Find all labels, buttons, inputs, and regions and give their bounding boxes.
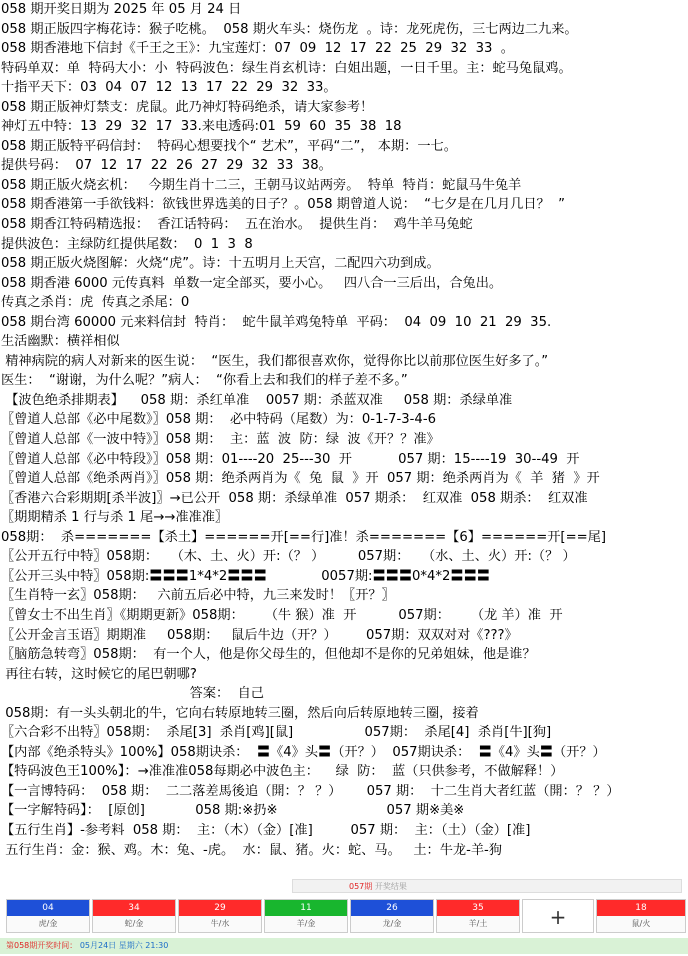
text-line: 058 期正版神灯禁支：虎鼠。此乃神灯特码绝杀，请大家参考！ xyxy=(1,99,374,115)
ball-zodiac: 羊/土 xyxy=(437,916,519,932)
text-line: 058 期正版火烧玄机： 今期生肖十二三，王朝马议站两旁。 特单 特肖：蛇鼠马牛兔羊 xyxy=(1,177,522,193)
text-line: 十指平天下：03 04 07 12 13 17 22 29 32 33。 xyxy=(1,80,337,96)
text-line: 【五行生肖】-参考料 058 期： 主：（木）（金）[准] 057 期： 主：（土）（金）[准] xyxy=(1,822,531,838)
text-line: 〖曾道人总部《一波中特》〗058 期： 主：蓝 波 防：绿 波《开？？准》 xyxy=(1,432,440,448)
text-line: 〖脑筋急转弯〗058期： 有一个人，他是你父母生的，但他却不是你的兄弟姐妹，他是谁？ xyxy=(1,647,536,663)
text-line: 〖曾道人总部《必中特段》〗058 期：01----20 25---30 开 057 期：15----19 30--49 开 xyxy=(1,451,580,467)
text-line: 058 期正版火烧图解：火烧“虎”。诗：十五明月上天宫，二配四六功到成。 xyxy=(1,256,440,272)
result-ball-6 xyxy=(436,899,520,933)
result-ball-1 xyxy=(6,899,90,933)
text-line: 〖曾女士不出生肖〗《期期更新》058期： （牛 猴）准 开 057期： （龙 羊）准 开 xyxy=(1,607,563,623)
text-line: 〖六合彩不出特〗058期： 杀尾[3] 杀肖[鸡][鼠] 057期： 杀尾[4] 杀肖[牛][狗] xyxy=(1,725,552,741)
text-line: 〖香港六合彩期期[杀半波]〗→已公开 058 期：杀绿单准 057 期杀： 红双准 058 期杀： 红双准 xyxy=(1,490,588,506)
text-line: 【一字解特码】： [原创] 058 期:※扔※ 057 期※美※ xyxy=(1,803,465,819)
text-line: 058期： 杀=======【杀土】======开[==行]准！杀=======【6】======开[==尾] xyxy=(1,529,607,545)
text-line: 【一言博特码： 058 期： 二二落差馬後追（開：？ ？） 057 期： 十二生肖大者红蓝（開：？ ？） xyxy=(1,783,620,799)
text-line: 〖曾道人总部《必中尾数》〗058 期： 必中特码（尾数）为：0-1-7-3-4-6 xyxy=(1,412,436,428)
result-ball-4 xyxy=(264,899,348,933)
result-balls xyxy=(6,899,686,933)
ball-zodiac: 龙/金 xyxy=(351,916,433,932)
text-line: 特码单双：单 特码大小：小 特码波色：绿生肖玄机诗：白姐出题，一日千里。主：蛇马兔鼠鸡。 xyxy=(1,60,572,76)
ball-number: 04 xyxy=(7,900,89,916)
ball-number: 26 xyxy=(351,900,433,916)
text-line: 答案： 自己 xyxy=(1,686,264,702)
text-line: 【内部《绝杀特头》100%】058期诀杀： 〓《4》头〓（开？） 057期诀杀： 〓《4》头〓（开？） xyxy=(1,744,606,760)
ball-zodiac: 蛇/金 xyxy=(93,916,175,932)
result-title xyxy=(292,879,682,893)
result-ball-5 xyxy=(350,899,434,933)
text-line: 〖生肖特一玄〗058期： 六前五后必中特，九三来发时！〖开？〗 xyxy=(1,588,395,604)
ball-number: 35 xyxy=(437,900,519,916)
ball-zodiac: 牛/水 xyxy=(179,916,261,932)
text-line: 〖公开金言玉语〗期期准 058期： 鼠后牛边（开？） 057期：双双对对《???》 xyxy=(1,627,518,643)
plus-sign: + xyxy=(522,899,594,933)
text-line: 提供号码： 07 12 17 22 26 27 29 32 33 38。 xyxy=(1,158,332,174)
text-line: 神灯五中特：13 29 32 17 33.来电透码:01 59 60 35 38 18 xyxy=(1,119,402,135)
result-title-period: 057期 xyxy=(349,882,373,891)
text-line: 〖公开五行中特〗058期： （木、土、火）开:（？ ） 057期： （水、土、火）开:（？ ） xyxy=(1,549,576,565)
ball-zodiac: 鼠/火 xyxy=(597,916,685,932)
text-line: 058 期正版四字梅花诗：猴子吃桃。 058 期火车头：烧伤龙 。诗：龙死虎伤，三七两边二九来。 xyxy=(1,21,578,37)
text-line: 058 期香港 6000 元传真料 单数一定全部买，要小心。 四八合一三后出，合兔出。 xyxy=(1,275,503,291)
text-line: 【波色绝杀排期表】 058 期：杀红单准 0057 期：杀蓝双准 058 期：杀绿单准 xyxy=(1,392,513,408)
text-line: 〖曾道人总部《绝杀两肖》〗058 期：绝杀两肖为《 兔 鼠 》开 057 期：绝杀两肖为《 羊 猪 》开 xyxy=(1,471,600,487)
result-special-ball xyxy=(596,899,686,933)
text-line: 【特码波色王100%】：→准准准058每期必中波色主： 绿 防： 蓝（只供参考，不做解释！） xyxy=(1,764,564,780)
text-line: 提供波色：主绿防红提供尾数： 0 1 3 8 xyxy=(1,236,253,252)
text-line: 传真之杀肖：虎 传真之杀尾：0 xyxy=(1,295,190,311)
lottery-result-panel xyxy=(0,876,688,956)
text-line: 058 期香江特码精选报： 香江话特码： 五在治水。 提供生肖： 鸡牛羊马兔蛇 xyxy=(1,217,473,233)
result-footer xyxy=(0,938,688,954)
text-line: 医生： “谢谢，为什么呢？”病人： “你看上去和我们的样子差不多。” xyxy=(1,373,408,389)
text-line: 058 期台湾 60000 元来料信封 特肖： 蛇牛鼠羊鸡兔特单 平码： 04 09 10 21 29 35. xyxy=(1,314,552,330)
text-line: 精神病院的病人对新来的医生说： “医生，我们都很喜欢你，觉得你比以前那位医生好多了。” xyxy=(1,353,549,369)
text-line: 058 期香港地下信封《千王之王》：九宝莲灯：07 09 12 17 22 25 29 32 33 。 xyxy=(1,41,514,57)
ball-zodiac: 虎/金 xyxy=(7,916,89,932)
text-line: 058 期开奖日期为 2025 年 05 月 24 日 xyxy=(1,2,242,17)
text-line: 058期：有一头头朝北的牛，它向右转原地转三圈，然后向后转原地转三圈，接着 xyxy=(1,705,479,721)
text-line: 生活幽默：横祥相似 xyxy=(1,334,120,350)
ball-number: 11 xyxy=(265,900,347,916)
text-line: 再往右转，这时候它的尾巴朝哪? xyxy=(1,666,197,682)
text-line: 〖公开三头中特〗058期:〓〓〓1*4*2〓〓〓 0057期:〓〓〓0*4*2〓〓〓 xyxy=(1,568,490,584)
text-line: 058 期香港第一手欲钱料：欲钱世界选美的日子？。058 期曾道人说： “七夕是在几月几日？ ” xyxy=(1,197,565,213)
text-line: 058 期正版特平码信封： 特码心想要找个“ 艺术”，平码“二”， 本期：一七。 xyxy=(1,138,457,154)
ball-number: 34 xyxy=(93,900,175,916)
result-ball-3 xyxy=(178,899,262,933)
text-line: 五行生肖：金：猴、鸡。木：兔、-虎。 水：鼠、猪。火：蛇、马。 土：牛龙-羊-狗 xyxy=(1,842,502,858)
draw-time-value: 05月24日 星期六 21:30 xyxy=(79,941,169,950)
text-line: 〖期期精杀 1 行与杀 1 尾→→准准准〗 xyxy=(1,510,229,526)
result-title-text: 开奖结果 xyxy=(374,882,407,891)
draw-time-label: 第058期开奖时间： xyxy=(6,941,78,950)
ball-zodiac: 羊/金 xyxy=(265,916,347,932)
ball-number: 29 xyxy=(179,900,261,916)
result-ball-2 xyxy=(92,899,176,933)
ball-number: 18 xyxy=(597,900,685,916)
